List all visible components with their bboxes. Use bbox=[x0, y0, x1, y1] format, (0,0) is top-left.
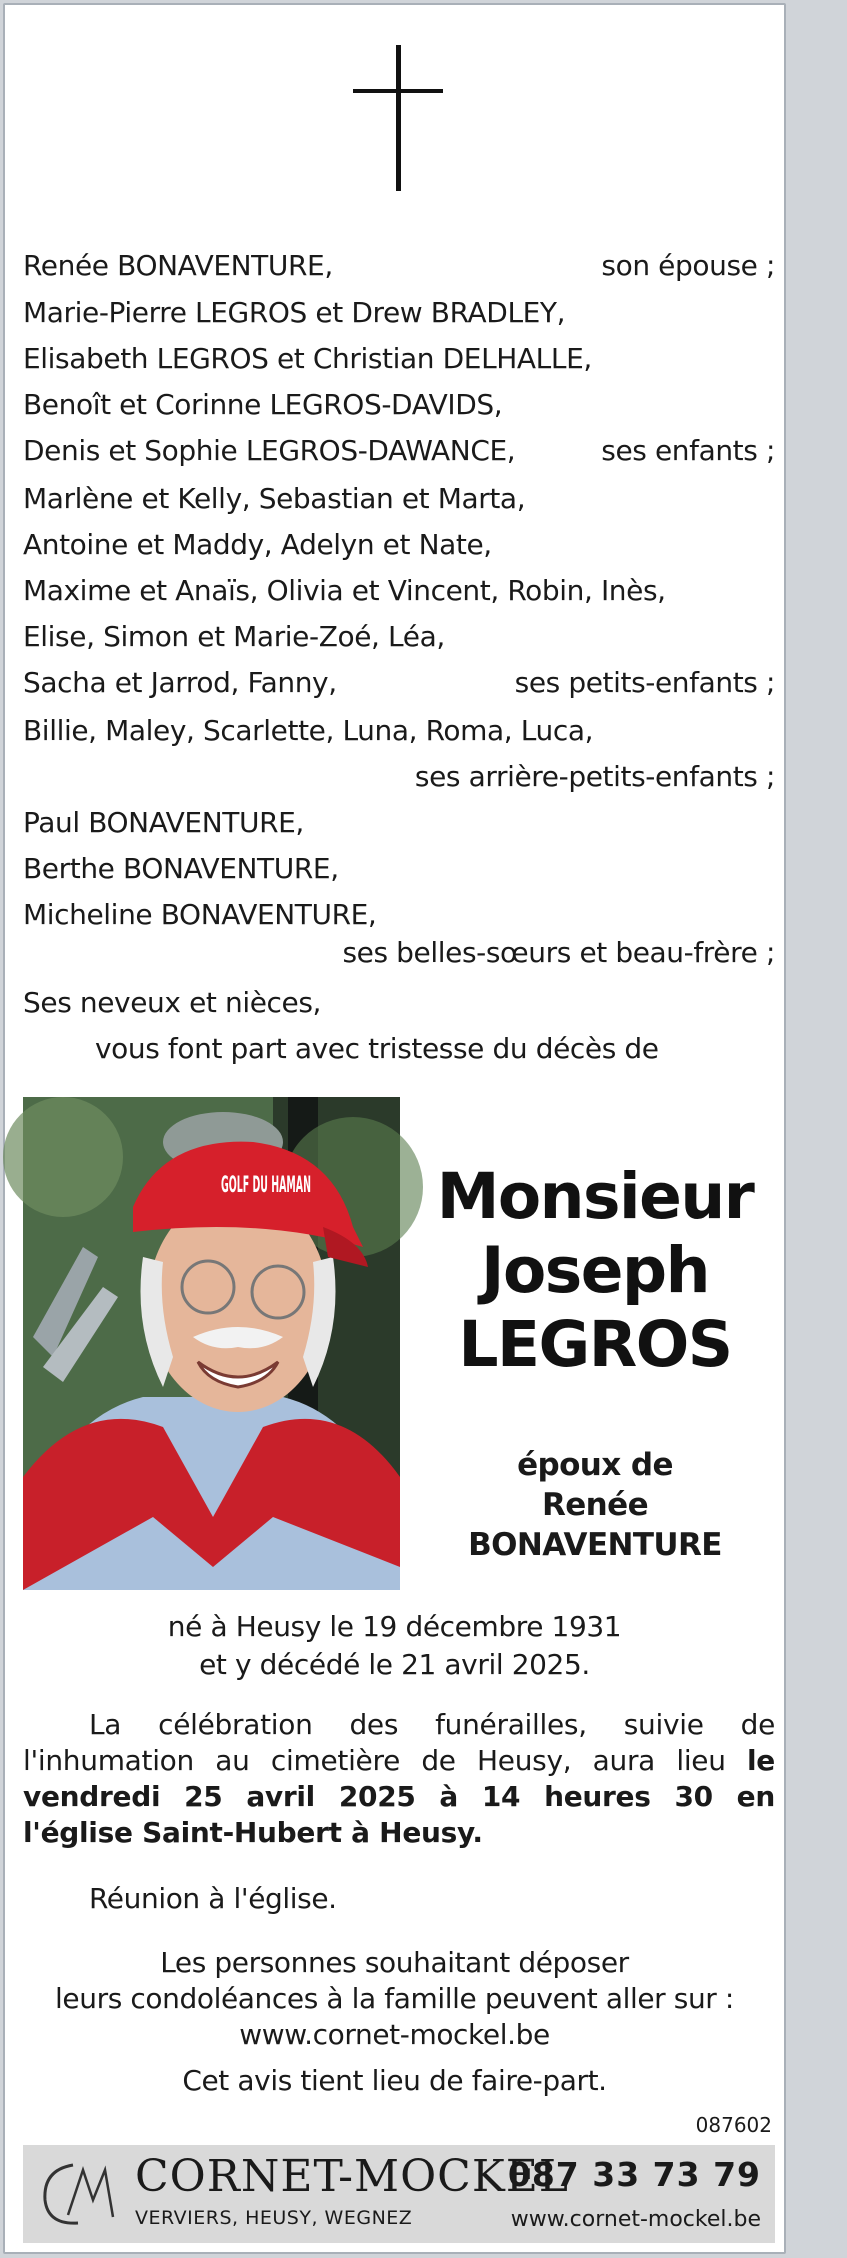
in-law-line: Micheline BONAVENTURE, bbox=[23, 898, 377, 931]
nephews-line: Ses neveux et nièces, bbox=[23, 986, 322, 1019]
condolences-line-2: leurs condoléances à la famille peuvent aller sur : bbox=[55, 1982, 734, 2015]
funeral-home-phone[interactable]: 087 33 73 79 bbox=[507, 2155, 761, 2194]
child-line bbox=[23, 433, 775, 469]
great-grandchildren-line: Billie, Maley, Scarlette, Luna, Roma, Luca, bbox=[23, 714, 594, 747]
obituary-notice bbox=[3, 3, 786, 2254]
funeral-home-towns: VERVIERS, HEUSY, WEGNEZ bbox=[135, 2207, 413, 2229]
child-line: Benoît et Corinne LEGROS-DAVIDS, bbox=[23, 388, 503, 421]
grandchild-line bbox=[23, 665, 775, 701]
funeral-home-logo-icon bbox=[33, 2155, 123, 2233]
spouse-line bbox=[23, 248, 775, 284]
condolences-url[interactable]: www.cornet-mockel.be bbox=[239, 2018, 550, 2051]
announcement-line: vous font part avec tristesse du décès de bbox=[95, 1032, 659, 1065]
ceremony-details: le vendredi 25 avril 2025 à 14 heures 30 en l'église Saint-Hubert à Heusy. bbox=[23, 1744, 775, 1849]
grandchildren-role: ses petits-enfants ; bbox=[514, 666, 775, 699]
spouse-of-name: Renée BONAVENTURE bbox=[468, 1487, 722, 1563]
spouse-of-label: époux de bbox=[517, 1447, 673, 1483]
deceased-last-name: LEGROS bbox=[458, 1308, 732, 1381]
ceremony-intro: La célébration des funérailles, suivie de l'inhumation au cimetière de Heusy, aura lieu bbox=[23, 1708, 775, 1777]
ceremony-paragraph bbox=[23, 1707, 775, 1851]
funeral-home-name: CORNET-MOCKEL bbox=[135, 2151, 570, 2202]
child-name: Denis et Sophie LEGROS-DAWANCE, bbox=[23, 434, 516, 467]
reunion-line: Réunion à l'église. bbox=[89, 1882, 337, 1915]
spouse-name: Renée BONAVENTURE, bbox=[23, 249, 333, 282]
condolences-line-1: Les personnes souhaitant déposer bbox=[160, 1946, 629, 1979]
grandchild-line: Marlène et Kelly, Sebastian et Marta, bbox=[23, 482, 526, 515]
cap-text: GOLF DU HAMAN bbox=[221, 1173, 311, 1198]
notice-line: Cet avis tient lieu de faire-part. bbox=[182, 2064, 607, 2097]
deceased-name-block bbox=[415, 1160, 775, 1382]
grandchild-line: Antoine et Maddy, Adelyn et Nate, bbox=[23, 528, 492, 561]
grandchild-line: Elise, Simon et Marie-Zoé, Léa, bbox=[23, 620, 445, 653]
deceased-first-name: Joseph bbox=[481, 1234, 709, 1307]
portrait-photo bbox=[23, 1097, 400, 1590]
spouse-of-block bbox=[415, 1445, 775, 1565]
grandchild-name: Sacha et Jarrod, Fanny, bbox=[23, 666, 337, 699]
reference-number: 087602 bbox=[695, 2113, 772, 2137]
spouse-role: son épouse ; bbox=[601, 249, 775, 282]
deceased-title: Monsieur bbox=[436, 1160, 754, 1233]
grandchild-line: Maxime et Anaïs, Olivia et Vincent, Robin, Inès, bbox=[23, 574, 666, 607]
funeral-home-website[interactable]: www.cornet-mockel.be bbox=[510, 2207, 761, 2232]
child-line: Marie-Pierre LEGROS et Drew BRADLEY, bbox=[23, 296, 566, 329]
child-line: Elisabeth LEGROS et Christian DELHALLE, bbox=[23, 342, 592, 375]
birth-line: né à Heusy le 19 décembre 1931 bbox=[167, 1610, 622, 1643]
in-law-line: Paul BONAVENTURE, bbox=[23, 806, 304, 839]
in-laws-role: ses belles-sœurs et beau-frère ; bbox=[342, 936, 775, 969]
funeral-home-banner bbox=[23, 2145, 775, 2243]
great-grandchildren-role: ses arrière-petits-enfants ; bbox=[414, 760, 775, 793]
cross-icon bbox=[353, 45, 443, 191]
children-role: ses enfants ; bbox=[601, 434, 775, 467]
death-line: et y décédé le 21 avril 2025. bbox=[199, 1648, 590, 1681]
in-law-line: Berthe BONAVENTURE, bbox=[23, 852, 339, 885]
